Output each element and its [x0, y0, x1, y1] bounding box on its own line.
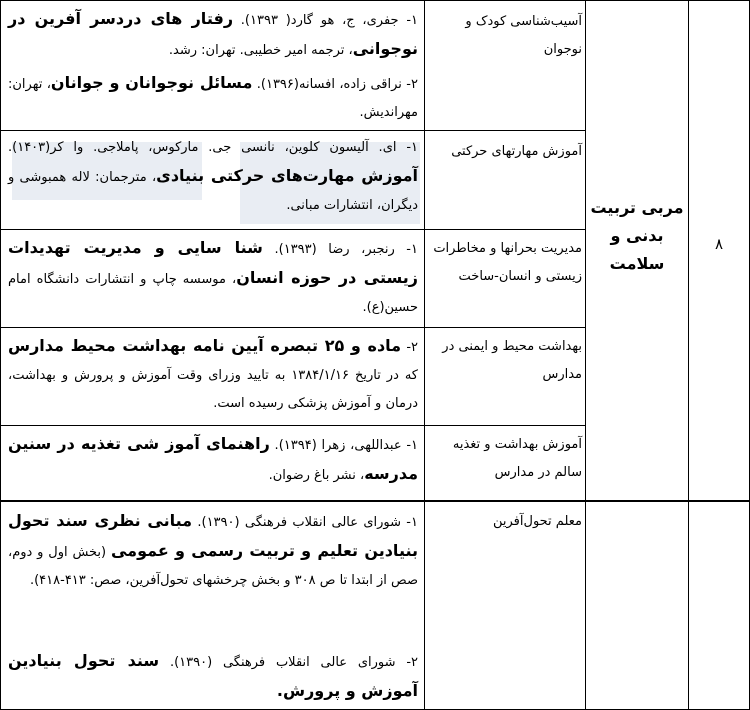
row-number: ۸ [714, 235, 724, 253]
category-label: مربی تربیت بدنی و سلامت [590, 198, 684, 273]
row-divider [0, 327, 585, 328]
col-divider [585, 0, 586, 710]
section-divider [0, 500, 750, 502]
col-divider [688, 0, 689, 710]
row-divider [0, 130, 585, 131]
reference-item: ۱- جفری، ج، هو گارد( ۱۳۹۳). رفتار های دردسر آفرین در نوجوانی، ترجمه امیر خطیبی. تهران: رشد. [8, 9, 419, 58]
reference-item: ۲- نراقی زاده، افسانه(۱۳۹۶). مسائل نوجوانان و جوانان، تهران: مهراندیش. [8, 73, 418, 120]
course-topic: آموزش مهارتهای حرکتی [451, 144, 582, 159]
reference-item: ۱- عبداللهی، زهرا (۱۳۹۴). راهنمای آموز شی تغذیه در سنین مدرسه، نشر باغ رضوان. [8, 434, 419, 483]
col-divider [424, 0, 425, 710]
course-topic: آسیب‌شناسی کودک و نوجوان [465, 14, 582, 57]
table-border-left [0, 0, 1, 710]
course-topic: مدیریت بحرانها و مخاطرات زیستی و انسان-ساخت [433, 241, 582, 284]
row-divider [0, 229, 585, 230]
course-topic: بهداشت محیط و ایمنی در مدارس [442, 339, 582, 382]
course-topic: معلم تحول‌آفرین [492, 514, 582, 529]
table-border-top [0, 0, 750, 1]
reference-item: ۲- ماده و ۲۵ تبصره آیین نامه بهداشت محیط مدارس که در تاریخ ۱۳۸۴/۱/۱۶ به تایید وزرای وقت آموزش و پرورش و بهداشت، درمان و آموزش پزشکی رسیده است. [8, 336, 418, 411]
reference-item: ۱- ای. آلیسون کلوین، نانسی جی. مارکوس، پاملاجی. وا کر(۱۴۰۳). آموزش مهارت‌های حرکتی بنیادی، مترجمان: لاله همبوشی و دیگران، انتشارات مبانی. [8, 140, 418, 213]
reference-item: ۲- شورای عالی انقلاب فرهنگی (۱۳۹۰). سند تحول بنیادین آموزش و پرورش. [8, 651, 419, 700]
reference-item: ۱- شورای عالی انقلاب فرهنگی (۱۳۹۰). مبانی نظری سند تحول بنیادین تعلیم و تربیت رسمی و عمومی (بخش اول و دوم، صص از ابتدا تا ص ۳۰۸ و بخش چرخشهای تحول‌آفرین، صص: ۴۱۳-۴۱۸). [8, 511, 419, 588]
reference-item: ۱- رنجبر، رضا (۱۳۹۳). شنا سایی و مدیریت تهدیدات زیستی در حوزه انسان، موسسه چاپ و انتشارات دانشگاه امام حسین(ع). [8, 238, 418, 315]
row-divider [0, 425, 585, 426]
course-topic: آموزش بهداشت و تغذیه سالم در مدارس [452, 437, 582, 480]
